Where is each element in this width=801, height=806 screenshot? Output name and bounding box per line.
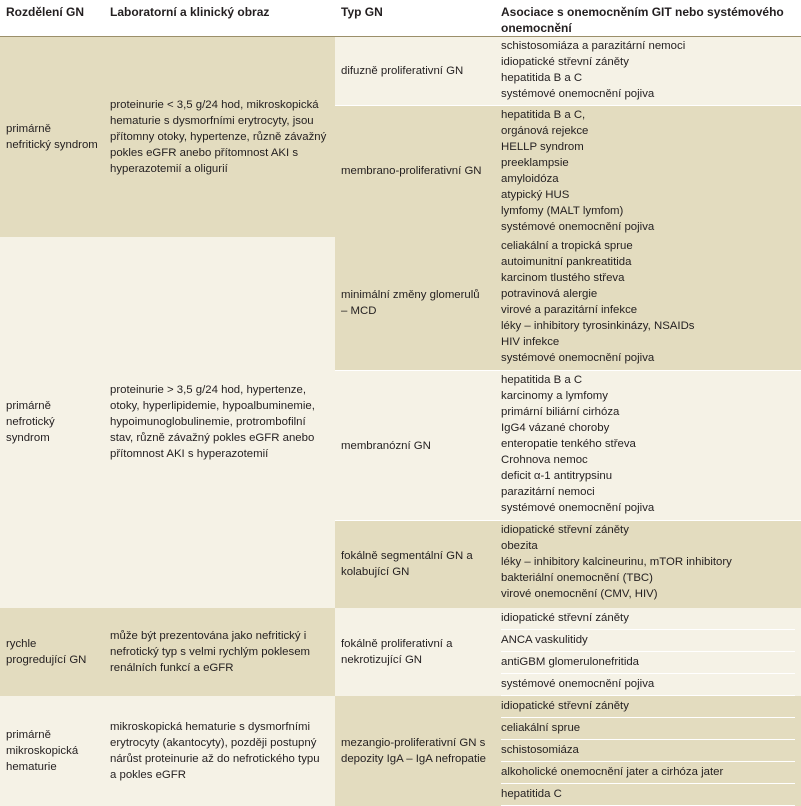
association-item: deficit α-1 antitrypsinu	[501, 470, 613, 482]
category-cell: primárně nefritický syndrom	[6, 122, 98, 151]
gn-type-cell: membrano-proliferativní GN	[335, 106, 495, 237]
association-item: idiopatické střevní záněty	[501, 524, 629, 536]
header-clinical-picture: Laboratorní a klinický obraz	[104, 0, 335, 37]
association-cell	[495, 608, 801, 696]
association-item: léky – inhibitory kalcineurinu, mTOR inhibitory	[501, 556, 732, 568]
association-item: parazitární nemoci	[501, 486, 595, 498]
association-item: potravinová alergie	[501, 287, 598, 300]
table-header-row	[0, 0, 801, 37]
clinical-cell: může být prezentována jako nefritický i nefrotický typ s velmi rychlým poklesem renálních funkcí a eGFR	[104, 608, 335, 696]
association-item: idiopatické střevní záněty	[501, 696, 795, 718]
association-item: enteropatie tenkého střeva	[501, 438, 636, 450]
association-item: lymfomy (MALT lymfom)	[501, 205, 624, 217]
clinical-cell: mikroskopická hematurie s dysmorfními erytrocyty (akantocyty), později postupný nárůst proteinurie až do nefrotického typu a pokles eGFR	[104, 696, 335, 806]
association-item: hepatitida B a C,	[501, 109, 586, 121]
association-item: alkoholické onemocnění jater a cirhóza jater	[501, 762, 795, 784]
association-item: idiopatické střevní záněty	[501, 56, 629, 68]
association-item: Crohnova nemoc	[501, 454, 588, 466]
association-item: virové onemocnění (CMV, HIV)	[501, 588, 658, 600]
gn-type-cell: membranózní GN	[335, 371, 495, 521]
clinical-cell: proteinurie > 3,5 g/24 hod, hypertenze, otoky, hyperlipidemie, hypoalbuminemie, hypoimunoglobulinemie, protrombofilní stav, různě závažný pokles eGFR anebo přítomnost AKI s hyperazotemií	[104, 237, 335, 608]
association-item: bakteriální onemocnění (TBC)	[501, 572, 653, 584]
association-item: schistosomiáza	[501, 740, 795, 762]
header-associations: Asociace s onemocněním GIT nebo systémového onemocnění	[495, 0, 801, 37]
association-cell	[495, 37, 801, 106]
association-item: IgG4 vázané choroby	[501, 422, 610, 434]
association-cell	[495, 521, 801, 608]
association-item: obezita	[501, 540, 538, 552]
table-row	[0, 37, 801, 106]
association-item: schistosomiáza a parazitární nemoci	[501, 40, 686, 52]
category-cell: rychle progredující GN	[0, 608, 104, 696]
association-cell	[495, 696, 801, 806]
table-row	[0, 608, 801, 696]
association-item: HELLP syndrom	[501, 141, 584, 153]
association-item: idiopatické střevní záněty	[501, 608, 795, 630]
association-item: orgánová rejekce	[501, 125, 589, 137]
association-item: léky – inhibitory tyrosinkinázy, NSAIDs	[501, 319, 695, 332]
header-classification: Rozdělení GN	[0, 0, 104, 37]
gn-type-cell: fokálně segmentální GN a kolabující GN	[335, 521, 495, 608]
association-item: hepatitida C	[501, 784, 795, 806]
gn-type-cell: difuzně proliferativní GN	[335, 37, 495, 106]
gn-type-cell: fokálně proliferativní a nekrotizující GN	[335, 608, 495, 696]
association-cell	[495, 237, 801, 371]
clinical-cell: proteinurie < 3,5 g/24 hod, mikroskopická hematurie s dysmorfními erytrocyty, jsou přítomny otoky, hypertenze, různě závažný pokles eGFR anebo přítomnost AKI s hyperazotemií a oligurií	[110, 98, 327, 175]
association-item: celiakální sprue	[501, 718, 795, 740]
association-item: antiGBM glomerulonefritida	[501, 652, 795, 674]
gn-type-cell: minimální změny glomerulů – MCD	[335, 237, 495, 371]
association-item: systémové onemocnění pojiva	[501, 674, 795, 696]
table-row	[0, 696, 801, 806]
association-item: systémové onemocnění pojiva	[501, 88, 655, 100]
association-item: ANCA vaskulitidy	[501, 630, 795, 652]
category-cell: primárně mikroskopická hematurie	[0, 696, 104, 806]
association-item: karcinomy a lymfomy	[501, 390, 608, 402]
association-item: hepatitida B a C	[501, 72, 583, 84]
association-item: karcinom tlustého střeva	[501, 271, 625, 284]
category-cell: primárně nefrotický syndrom	[0, 237, 104, 608]
association-item: systémové onemocnění pojiva	[501, 351, 655, 364]
association-item: primární biliární cirhóza	[501, 406, 620, 418]
association-item: amyloidóza	[501, 173, 559, 185]
association-item: preeklampsie	[501, 157, 569, 169]
table-row	[0, 237, 801, 371]
association-item: systémové onemocnění pojiva	[501, 502, 655, 514]
header-gn-type: Typ GN	[335, 0, 495, 37]
association-item: celiakální a tropická sprue	[501, 239, 633, 252]
association-item: atypický HUS	[501, 189, 570, 201]
association-item: HIV infekce	[501, 335, 560, 348]
association-item: virové a parazitární infekce	[501, 303, 638, 316]
gn-type-cell: mezangio-proliferativní GN s depozity IgA – IgA nefropatie	[335, 696, 495, 806]
association-item: hepatitida B a C	[501, 374, 583, 386]
association-item: systémové onemocnění pojiva	[501, 221, 655, 233]
association-cell	[495, 106, 801, 237]
association-item: autoimunitní pankreatitida	[501, 255, 632, 268]
association-cell	[495, 371, 801, 521]
